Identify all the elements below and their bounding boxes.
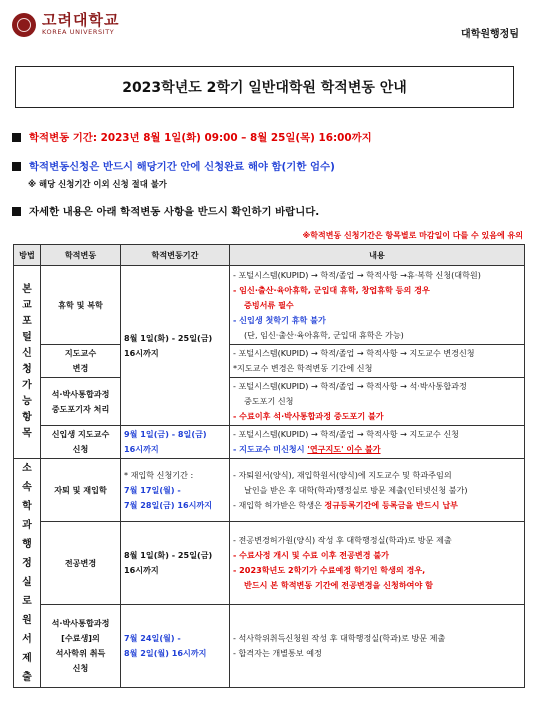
row-masters-degree-name bbox=[41, 605, 121, 688]
new-advisor-line2-pre: - 지도교수 미신청시 bbox=[233, 444, 308, 454]
withdraw-period-3: 7월 28일(금) 16시까지 bbox=[124, 499, 213, 510]
row-new-advisor-name bbox=[41, 426, 121, 459]
shared-period-line1: 8월 1일(화) - 25일(금) bbox=[124, 332, 213, 343]
row-leave-content bbox=[230, 266, 525, 345]
row-leave-name: 휴학 및 복학 bbox=[41, 266, 121, 345]
integrated-quit-name-2: 중도포기자 처리 bbox=[51, 403, 110, 414]
check-text: 자세한 내용은 아래 학적변동 사항을 반드시 확인하기 바랍니다. bbox=[29, 206, 320, 218]
page-title: 2023학년도 2학기 일반대학원 학적변동 안내 bbox=[15, 66, 514, 108]
row-major-change-name: 전공변경 bbox=[41, 522, 121, 605]
leave-line5: (단, 임신·출산·육아휴학, 군입대 휴학은 가능) bbox=[244, 329, 404, 340]
advisor-change-line1: - 포털시스템(KUPID) → 학적/졸업 → 학적사항 → 지도교수 변경신청 bbox=[233, 348, 475, 358]
period-text: 학적변동 기간: 2023년 8월 1일(화) 09:00 – 8월 25일(목) 16:00까지 bbox=[29, 132, 372, 144]
withdraw-period-1: * 재입학 신청기간 : bbox=[124, 469, 194, 480]
table-row bbox=[14, 345, 525, 378]
masters-degree-name-2: [수료생]의 bbox=[61, 633, 100, 644]
logo-english-name: KOREA UNIVERSITY bbox=[42, 28, 115, 36]
major-change-line4: 반드시 본 학적변동 기간에 전공변경을 신청하여야 함 bbox=[244, 580, 433, 591]
shared-period-cell bbox=[121, 266, 230, 426]
row-masters-degree-content bbox=[230, 605, 525, 688]
table-row bbox=[14, 605, 525, 688]
row-withdraw-content bbox=[230, 459, 525, 522]
row-masters-degree-period bbox=[121, 605, 230, 688]
table-header-row bbox=[14, 245, 525, 266]
major-change-line3: - 2023학년도 2학기가 수료예정 학기인 학생의 경우, bbox=[233, 565, 426, 576]
group-office-label bbox=[14, 459, 41, 688]
masters-degree-period-1: 7월 24일(월) - bbox=[124, 633, 181, 644]
new-advisor-line1: - 포털시스템(KUPID) → 학적/졸업 → 학적사항 → 지도교수 신청 bbox=[233, 429, 459, 439]
new-advisor-period-2: 16시까지 bbox=[124, 444, 159, 454]
new-advisor-line2 bbox=[233, 442, 521, 457]
row-integrated-quit-content bbox=[230, 378, 525, 426]
withdraw-line1: - 자퇴원서(양식), 재입학원서(양식)에 지도교수 및 학과주임의 bbox=[233, 469, 452, 480]
group-office-text: 소속학과행정실로원서제출 bbox=[22, 463, 32, 683]
major-change-line1: - 전공변경허가원(양식) 작성 후 대학행정실(학과)로 방문 제출 bbox=[233, 535, 452, 546]
leave-line2: - 임신·출산·육아휴학, 군입대 휴학, 창업휴학 등의 경우 bbox=[233, 284, 430, 295]
header-method: 방법 bbox=[14, 245, 41, 266]
square-bullet-icon bbox=[12, 133, 21, 142]
table-row bbox=[14, 459, 525, 522]
group-portal-text: 본교포털신청가능항목 bbox=[22, 284, 32, 439]
advisor-change-name-1: 지도교수 bbox=[64, 348, 97, 358]
row-withdraw-period bbox=[121, 459, 230, 522]
logo-korean-name: 고려대학교 bbox=[42, 11, 120, 29]
leave-line3: 증빙서류 필수 bbox=[244, 299, 294, 310]
masters-degree-line2: - 합격자는 개별통보 예정 bbox=[233, 648, 322, 659]
must-note: ※ 해당 신청기간 이외 신청 절대 불가 bbox=[28, 179, 167, 189]
table-row bbox=[14, 378, 525, 426]
deadline-note: ※학적변동 신청기간은 항목별로 마감일이 다를 수 있음에 유의 bbox=[302, 231, 523, 240]
academic-change-table bbox=[13, 244, 525, 688]
integrated-quit-line3: - 수료이후 석·박사통합과정 중도포기 불가 bbox=[233, 411, 384, 421]
withdraw-line3-red: 정규등록기간에 등록금을 반드시 납부 bbox=[324, 499, 458, 510]
table-row bbox=[14, 426, 525, 459]
bullet-must bbox=[12, 158, 335, 173]
masters-degree-period-2: 8월 2일(월) 16시까지 bbox=[124, 648, 207, 659]
major-change-period-2: 16시까지 bbox=[124, 565, 159, 576]
bullet-check bbox=[12, 203, 319, 218]
header-content: 내용 bbox=[230, 245, 525, 266]
row-advisor-change-content bbox=[230, 345, 525, 378]
must-text: 학적변동신청은 반드시 해당기간 안에 신청완료 해야 함(기한 엄수) bbox=[29, 161, 335, 173]
masters-degree-name-1: 석·박사통합과정 bbox=[51, 618, 110, 629]
table-row bbox=[14, 266, 525, 345]
masters-degree-name-3: 석사학위 취득 bbox=[55, 648, 106, 659]
new-advisor-name-2: 신청 bbox=[72, 444, 89, 454]
new-advisor-name-1: 신입생 지도교수 bbox=[51, 429, 110, 439]
square-bullet-icon bbox=[12, 207, 21, 216]
masters-degree-name-4: 신청 bbox=[72, 663, 89, 674]
shared-period-line2: 16시까지 bbox=[124, 347, 159, 358]
withdraw-period-2: 7월 17일(월) - bbox=[124, 484, 181, 495]
square-bullet-icon bbox=[12, 162, 21, 171]
row-withdraw-name: 자퇴 및 재입학 bbox=[41, 459, 121, 522]
new-advisor-period-1: 9월 1일(금) - 8일(금) bbox=[124, 429, 207, 439]
leave-line1: - 포털시스템(KUPID) → 학적/졸업 → 학적사항 →휴·복학 신청(대학원) bbox=[233, 269, 481, 280]
masters-degree-line1: - 석사학위취득신청원 작성 후 대학행정실(학과)로 방문 제출 bbox=[233, 633, 446, 644]
withdraw-line3-pre: - 재입학 허가받은 학생은 bbox=[233, 499, 325, 510]
withdraw-line2: 날인을 받은 후 대학(학과)행정실로 방문 제출(인터넷신청 불가) bbox=[244, 484, 468, 495]
integrated-quit-line2: 중도포기 신청 bbox=[244, 396, 294, 406]
department-name: 대학원행정팀 bbox=[461, 29, 519, 40]
major-change-line2: - 수료사정 개시 및 수료 이후 전공변경 불가 bbox=[233, 550, 390, 561]
university-logo bbox=[12, 12, 119, 37]
row-new-advisor-content bbox=[230, 426, 525, 459]
row-new-advisor-period bbox=[121, 426, 230, 459]
header-period: 학적변동기간 bbox=[121, 245, 230, 266]
university-seal-icon bbox=[12, 13, 36, 37]
bullet-period bbox=[12, 129, 372, 144]
advisor-change-line2: *지도교수 변경은 학적변동 기간에 신청 bbox=[233, 363, 373, 373]
table-row bbox=[14, 522, 525, 605]
row-major-change-period bbox=[121, 522, 230, 605]
row-integrated-quit-name bbox=[41, 378, 121, 426]
integrated-quit-name-1: 석·박사통합과정 bbox=[51, 388, 110, 399]
leave-line4: - 신입생 첫학기 휴학 불가 bbox=[233, 314, 326, 325]
row-major-change-content bbox=[230, 522, 525, 605]
major-change-period-1: 8월 1일(화) - 25일(금) bbox=[124, 550, 213, 561]
withdraw-line3 bbox=[233, 498, 521, 513]
integrated-quit-line1: - 포털시스템(KUPID) → 학적/졸업 → 학적사항 → 석·박사통합과정 bbox=[233, 381, 467, 391]
row-advisor-change-name bbox=[41, 345, 121, 378]
advisor-change-name-2: 변경 bbox=[72, 363, 89, 373]
group-portal-label bbox=[14, 266, 41, 459]
header-change: 학적변동 bbox=[41, 245, 121, 266]
new-advisor-line2-underlined: '연구지도' 이수 불가 bbox=[307, 444, 381, 454]
